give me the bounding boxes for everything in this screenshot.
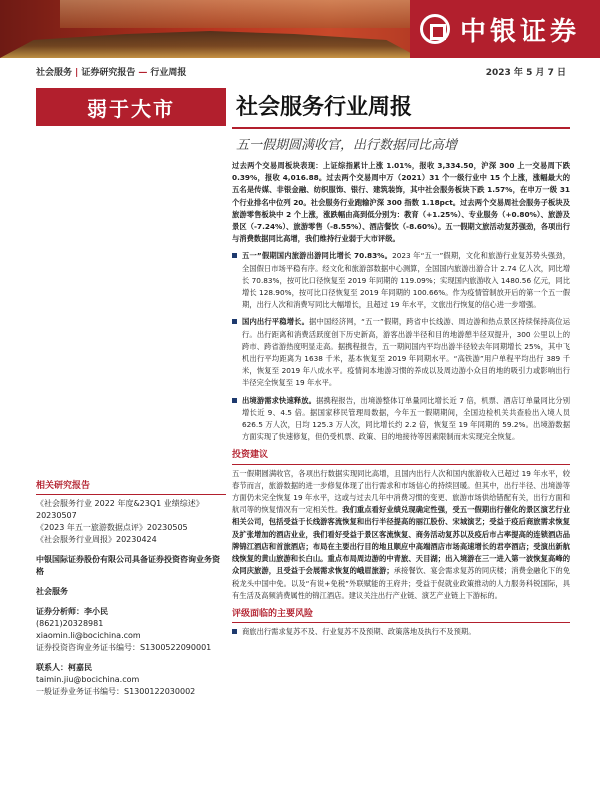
analyst-phone: (8621)20328981 [36,619,104,628]
related-report-link[interactable]: 《社会服务行业周报》20230424 [36,535,157,544]
analyst-cert: 证券投资咨询业务证书编号：S1300522090001 [36,643,212,652]
investment-highlight: 我们重点看好业绩兑现确定性强，受五一假期出行催化的景区演艺行业相关公司，包括受益于长线游客流恢复和出行半径提高的丽江股份、宋城演艺；受益于疫后商旅需求恢复及扩张增加的酒店业业，我们看好受益于景区客流恢复、商务活动复苏以及疫后市占率提高的连锁酒店品牌锦江酒店和首旅酒店；布局在主要出行目的地且顺应中高端酒店市场高速增长的君亭酒店；受演出新航线恢复的黄山旅游和长白山。重点布局周边游的中青旅、天目湖；出入境游在三一进入第一波恢复高峰的众同庆旅游，且受益于会展需求恢复的峨眉旅游； [232,505,570,576]
brand-name: 中银证券 [460,16,581,47]
investment-text: 五一假期圆满收官，各项出行数据实现同比高增，且国内出行人次和国内旅游收入已超过 19 年水平，较春节而言，旅游数据的进一步修复体现了出行需求和市场信心的持续回暖。但其中，出行半径、出境游等方面仍未完全恢复 19 年水平，这或与过去几年中消费习惯的变更、旅游市场供给错配有关，出行方面和航司等的恢复情况有一定相关性。 [232,468,570,515]
contact-name: 联系人：柯嘉民 [36,663,92,672]
investment-paragraph [232,468,570,602]
bullet-lead: 国内出行平稳增长。 [242,317,310,327]
section-divider [232,622,570,623]
page-subtitle: 五一假期圆满收官，出行数据同比高增 [236,138,458,153]
section-divider [36,494,226,495]
bullet-text: 据中国经济网，“五一”假期，跨省中长线游、周边游和热点景区持续保持高位运行。出行距离和消费活跃度创下历史新高，游客出游半径和目的地游憩半径双提升，300 公里以上的跨市、跨省游热度明显走高。据携程报告，五一期间国内平均出游半径较去年同期增长 25%，其中飞机出行平均距离为 1638 千米，基本恢复至 2019 年同期水平。“高铁游”用户单程平均出行 389 千米，恢复至 2019 年八成水平。疫情间本地游习惯的养成以及周边游小众目的地的吸引力或影响出行半径完全恢复至 19 年水平。 [242,317,571,388]
boc-emblem-icon [420,14,450,44]
breadcrumb-separator: | [75,68,79,78]
analyst-email[interactable]: xiaomin.li@bocichina.com [36,631,141,640]
sector-label: 社会服务 [36,587,68,596]
bullet-lead: 出境游需求快速释放。 [242,395,317,405]
banner-photo-sky [60,0,420,28]
report-date: 2023 年 5 月 7 日 [485,68,566,78]
report-body [232,160,570,638]
contact-email[interactable]: taimin.jiu@bocichina.com [36,675,140,684]
bullet-text: 2023 年“五一”假期，文化和旅游行业复苏势头强劲，全国假日市场平稳有序。经文化和旅游部数据中心测算，全国国内旅游出游合计 2.74 亿人次，同比增长 70.83%，按可比口径恢复至 2019 年同期的 119.09%；实现国内旅游收入 1480.56 亿元，同比增长 128.90%，按可比口径恢复至 2019 年同期的 100.66%。作为疫情管制放开后的第一个五一假期，出行人次和消费写同比大幅增长，且超过 19 年水平，文旅出行恢复的信心进一步增强。 [242,251,570,310]
related-report-link[interactable]: 《社会服务行业 2022 年度&23Q1 业绩综述》20230507 [36,499,204,520]
breadcrumb-item: 证券研究报告 [81,68,136,78]
breadcrumb [36,62,566,80]
list-item [232,316,570,389]
section-heading-risk: 评级面临的主要风险 [232,608,314,619]
contact-cert: 一般证券业务证书编号：S1300122030002 [36,687,196,696]
list-item [232,250,570,311]
breadcrumb-separator: — [138,68,148,78]
section-divider [232,464,570,465]
list-item [232,395,570,444]
analyst-name: 证券分析师：李小民 [36,607,108,616]
title-divider [232,127,570,129]
sidebar [36,480,226,706]
page-title: 社会服务行业周报 [236,95,413,120]
risk-item: 商旅出行需求复苏不及、行业复苏不及预期、政策落地及执行不及预期。 [232,626,570,638]
summary-paragraph: 过去两个交易周板块表现：上证综指累计上涨 1.01%，报收 3,334.50，沪深 300 上一交易周下跌 0.39%，报收 4,016.88。过去两个交易周中万（2021）31 个一级行业中 15 个上涨，涨幅最大的五名是传媒、非银金融、纺织服饰、银行、建筑装饰，其中社会服务板块下跌 1.57%，在申万一级 31 个行业排名中位列 20。社会服务行业跑输沪深 300 指数 1.18pct。过去两个交易周社会服务子板块及旅游零售板块中 2 个上涨，涨跌幅由高到低分别为：教育（+1.25%）、专业服务（+0.80%）、旅游及景区（-7.24%）、旅游零售（-8.55%）、酒店餐饮（-8.60%）。五一假期文旅活动复苏强劲，各项出行与消费数据同比高增，我们维持行业弱于大市评级。 [232,161,570,244]
bullet-lead: 五一”假期国内旅游出游同比增长 70.83%。 [242,251,393,261]
bullet-text: 据携程报告，出境游整体订单量同比增长近 7 倍，机票、酒店订单量同比分别增长近 9、4.5 倍。据国家移民管理局数据，今年五一假期期间，全国边检机关共查验出入境人员 626.5 万人次，日均 125.3 万人次，同比增长约 2.2 倍，恢复至 19 年同期的 59.2%。出境游数据方面实现了快速修复，但仍受机票、政策、目的地接待等因素限制而未实现完全恢复。 [242,395,570,442]
qualification-note: 中银国际证券股份有限公司具备证券投资咨询业务资格 [36,555,220,576]
sidebar-heading-related: 相关研究报告 [36,481,91,491]
banner-photo-palace [0,28,420,58]
header-banner [0,0,600,58]
breadcrumb-item: 行业周报 [150,68,187,78]
brand-logo [410,0,600,58]
section-heading-investment: 投资建议 [232,450,269,461]
investment-text: 承接餐饮、宴会需求复苏的同庆楼；消费金融化下的免税龙头中国中免。以及“有说+免税”外联赋能的王府井；受益于促就业政策推动的人力服务科锐国际，具有生活及高频消费属性的锦江酒店。建议关注出行产业链、演艺产业链上下游标的。 [232,566,570,600]
related-report-link[interactable]: 《2023 年五一旅游数据点评》20230505 [36,523,188,532]
rating-badge: 弱于大市 [36,88,226,126]
breadcrumb-item: 社会服务 [36,68,73,78]
